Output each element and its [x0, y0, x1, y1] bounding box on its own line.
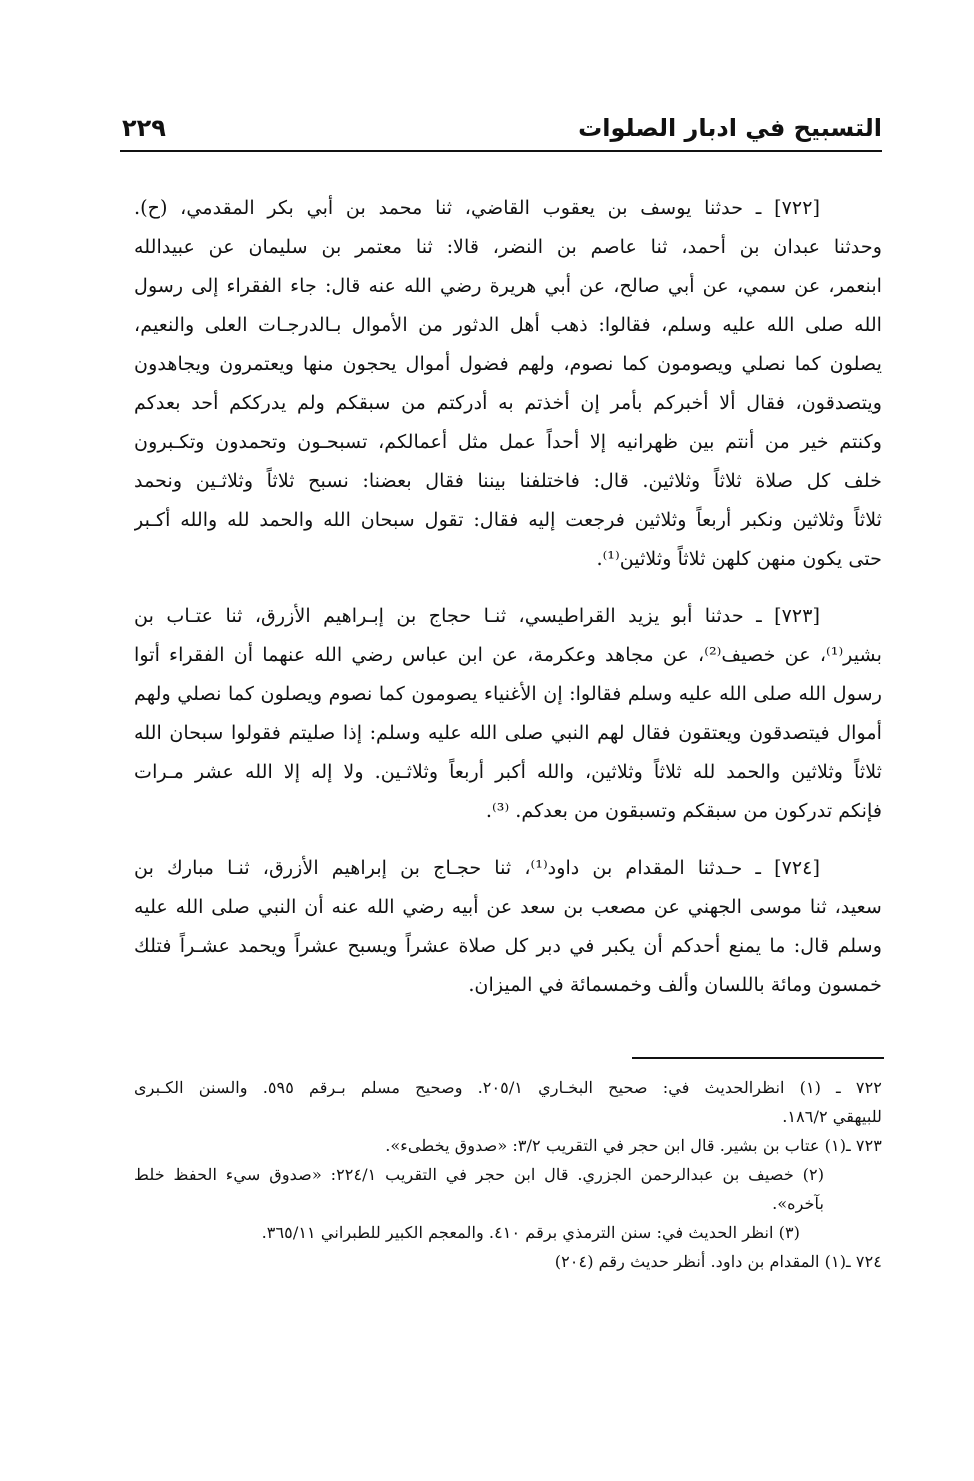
- hadith-724: [134, 848, 882, 1004]
- footnote-line: بآخره».: [772, 1194, 824, 1213]
- footnote-line: ٧٢٢ ـ (١) انظرالحديث في: صحيح البخـاري ٢٠٥/١. وصحيح مسلم بـرقم ٥٩٥. والسنن الكـبرى: [134, 1078, 882, 1097]
- text-line: خمسون ومائة باللسان وألف وخمسمائة في الميزان.: [468, 973, 882, 996]
- hadith-723: [134, 596, 882, 830]
- text-line: ابنعمر، عن سمي، عن أبي صالح، عن أبي هريرة رضي الله عنه قال: جاء الفقراء إلى رسول: [134, 274, 882, 297]
- footnotes: [134, 1073, 882, 1276]
- running-title: التسبيح في ادبار الصلوات: [578, 114, 882, 142]
- page-header: [120, 108, 882, 152]
- hadith-722: [134, 188, 882, 578]
- text-line: أموال فيتصدقون ويعتقون فقال لهم النبي صلى الله عليه وسلم: إذا صليتم فقولوا سبحان الله: [134, 721, 882, 744]
- text-line: [٧٢٢] ـ حدثنا يوسف بن يعقوب القاضي، ثنا محمد بن أبي بكر المقدمي، (ح).: [134, 196, 820, 219]
- text-line: وسلم قال: ما يمنع أحدكم أن يكبر في دبر كل صلاة عشراً ويسبح عشراً ويحمد عشـراً فتلك: [134, 934, 882, 957]
- footnote-line: (٢) خصيف بن عبدالرحمن الجزري. قال ابن حجر في التقريب ٢٢٤/١: «صدوق سيء الحفظ خلط: [134, 1165, 825, 1184]
- text-line: حتى يكون منهن كلهن ثلاثاً وثلاثين⁽¹⁾.: [596, 547, 882, 570]
- footnote-line: للبيهقي ١٨٦/٢.: [782, 1107, 882, 1126]
- page-number: ٢٢٩: [122, 114, 166, 142]
- text-line: ويتصدقون، فقال ألا أخبركم بأمر إن أخذتم به أدركتم من سبقكم ولم يدرككم أحد بعدكم: [134, 391, 882, 414]
- footnote-line: ٧٢٣ ـ(١) عتاب بن بشير. قال ابن حجر في التقريب ٣/٢: «صدوق يخطىء».: [385, 1136, 882, 1155]
- text-line: رسول الله صلى الله عليه وسلم فقالوا: إن الأغنياء يصومون كما نصوم ويصلون كما نصلي ولهم: [134, 682, 882, 705]
- footnote-line: ٧٢٤ ـ(١) المقدام بن داود. أنظر حديث رقم (٢٠٤): [554, 1252, 882, 1271]
- main-text: [134, 188, 882, 1022]
- text-line: [٧٢٤] ـ حـدثنا المقدام بن داود⁽¹⁾، ثنا حجـاج بن إبراهيم الأزرق، ثنـا مبارك بن: [134, 856, 820, 879]
- text-line: ثلاثاً وثلاثين ونكبر أربعاً وثلاثين فرجعت إليه فقال: تقول سبحان الله والحمد لله والله أكـبر: [134, 508, 882, 531]
- text-line: يصلون كما نصلي ويصومون كما نصوم، ولهم فضول أموال يحجون منها ويعتمرون ويجاهدون: [134, 352, 882, 375]
- text-line: الله صلى الله عليه وسلم، فقالوا: ذهب أهل الدثور من الأموال بـالدرجـات العلى والنعيم،: [134, 313, 882, 336]
- text-line: بشير⁽¹⁾، عن خصيف⁽²⁾، عن مجاهد وعكرمة، عن ابن عباس رضي الله عنهما أن الفقراء أتوا: [134, 643, 882, 666]
- text-line: فإنكم تدركون من سبقكم وتسبقون من بعدكم. ⁽³⁾.: [485, 799, 882, 822]
- text-line: سعيد، ثنا موسى الجهني عن مصعب بن سعد عن أبيه رضي الله عنه أن النبي صلى الله عليه: [134, 895, 882, 918]
- footnote-line: (٣) انظر الحديث في: سنن الترمذي برقم ٤١٠. والمعجم الكبير للطبراني ٣٦٥/١١.: [261, 1223, 800, 1242]
- text-line: خلف كل صلاة ثلاثاً وثلاثين. قال: فاختلفنا بيننا فقال بعضنا: نسبح ثلاثاً وثلاثـين ونحمد: [134, 469, 882, 492]
- footnote-separator: [632, 1057, 884, 1059]
- text-line: وحدثنا عبدان بن أحمد، ثنا عاصم بن النضر، قالا: ثنا معتمر بن سليمان عن عبيدالله: [134, 235, 882, 258]
- text-line: [٧٢٣] ـ حدثنا أبو يزيد القراطيسي، ثنـا حجاج بن إبـراهيم الأزرق، ثنا عتـاب بن: [134, 604, 820, 627]
- text-line: وكنتم خير من أنتم بين ظهرانيه إلا أحداً عمل مثل أعمالكم، تسبحـون وتحمدون وتكـبرون: [134, 430, 882, 453]
- text-line: ثلاثاً وثلاثين والحمد لله ثلاثاً وثلاثين، والله أكبر أربعاً وثلاثـين. ولا إله إلا الله عشر مـرات: [134, 760, 882, 783]
